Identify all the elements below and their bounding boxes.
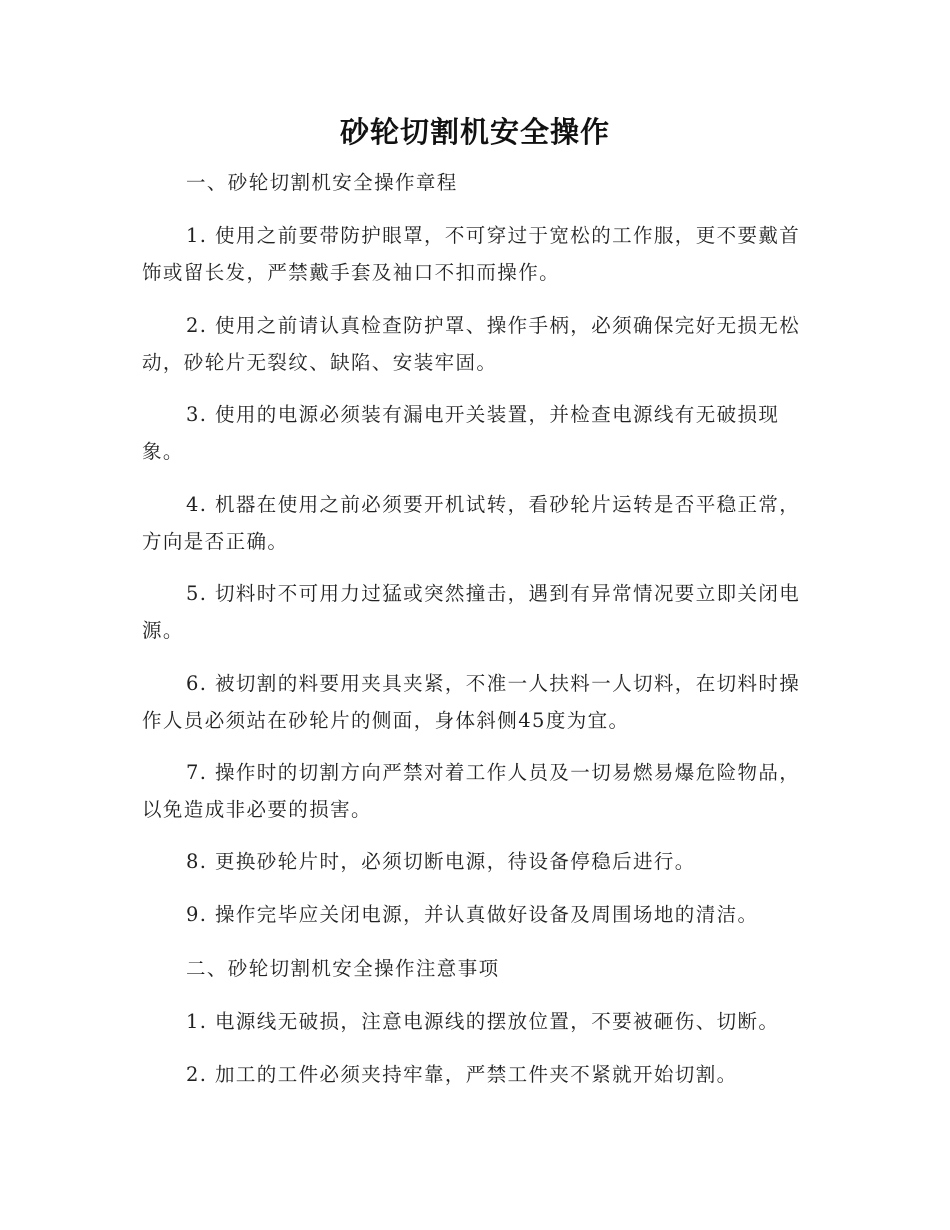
section-heading-2: 二、砂轮切割机安全操作注意事项 bbox=[186, 957, 500, 980]
paragraph-2-1: 1. 电源线无破损，注意电源线的摆放位置，不要被砸伤、切断。 bbox=[186, 1010, 780, 1033]
paragraph-1-2: 2. 使用之前请认真检查防护罩、操作手柄，必须确保完好无损无松动，砂轮片无裂纹、缺陷、安装牢固。 bbox=[142, 314, 801, 374]
paragraph-1-1: 1. 使用之前要带防护眼罩，不可穿过于宽松的工作服，更不要戴首饰或留长发，严禁戴手套及袖口不扣而操作。 bbox=[142, 224, 801, 284]
paragraph-1-8: 8. 更换砂轮片时，必须切断电源，待设备停稳后进行。 bbox=[186, 850, 696, 873]
paragraph-1-7: 7. 操作时的切割方向严禁对着工作人员及一切易燃易爆危险物品，以免造成非必要的损害。 bbox=[142, 761, 801, 821]
paragraph-2-2: 2. 加工的工件必须夹持牢靠，严禁工件夹不紧就开始切割。 bbox=[186, 1063, 738, 1086]
paragraph-1-3: 3. 使用的电源必须装有漏电开关装置，并检查电源线有无破损现象。 bbox=[142, 403, 780, 463]
paragraph-1-4: 4. 机器在使用之前必须要开机试转，看砂轮片运转是否平稳正常，方向是否正确。 bbox=[142, 493, 801, 553]
paragraph-1-5: 5. 切料时不可用力过猛或突然撞击，遇到有异常情况要立即关闭电源。 bbox=[142, 582, 801, 642]
section-heading-1: 一、砂轮切割机安全操作章程 bbox=[186, 171, 458, 194]
paragraph-1-9: 9. 操作完毕应关闭电源，并认真做好设备及周围场地的清洁。 bbox=[186, 903, 759, 926]
document-title: 砂轮切割机安全操作 bbox=[339, 115, 610, 149]
paragraph-1-6: 6. 被切割的料要用夹具夹紧，不准一人扶料一人切料，在切料时操作人员必须站在砂轮片的侧面，身体斜侧45度为宜。 bbox=[142, 672, 801, 732]
